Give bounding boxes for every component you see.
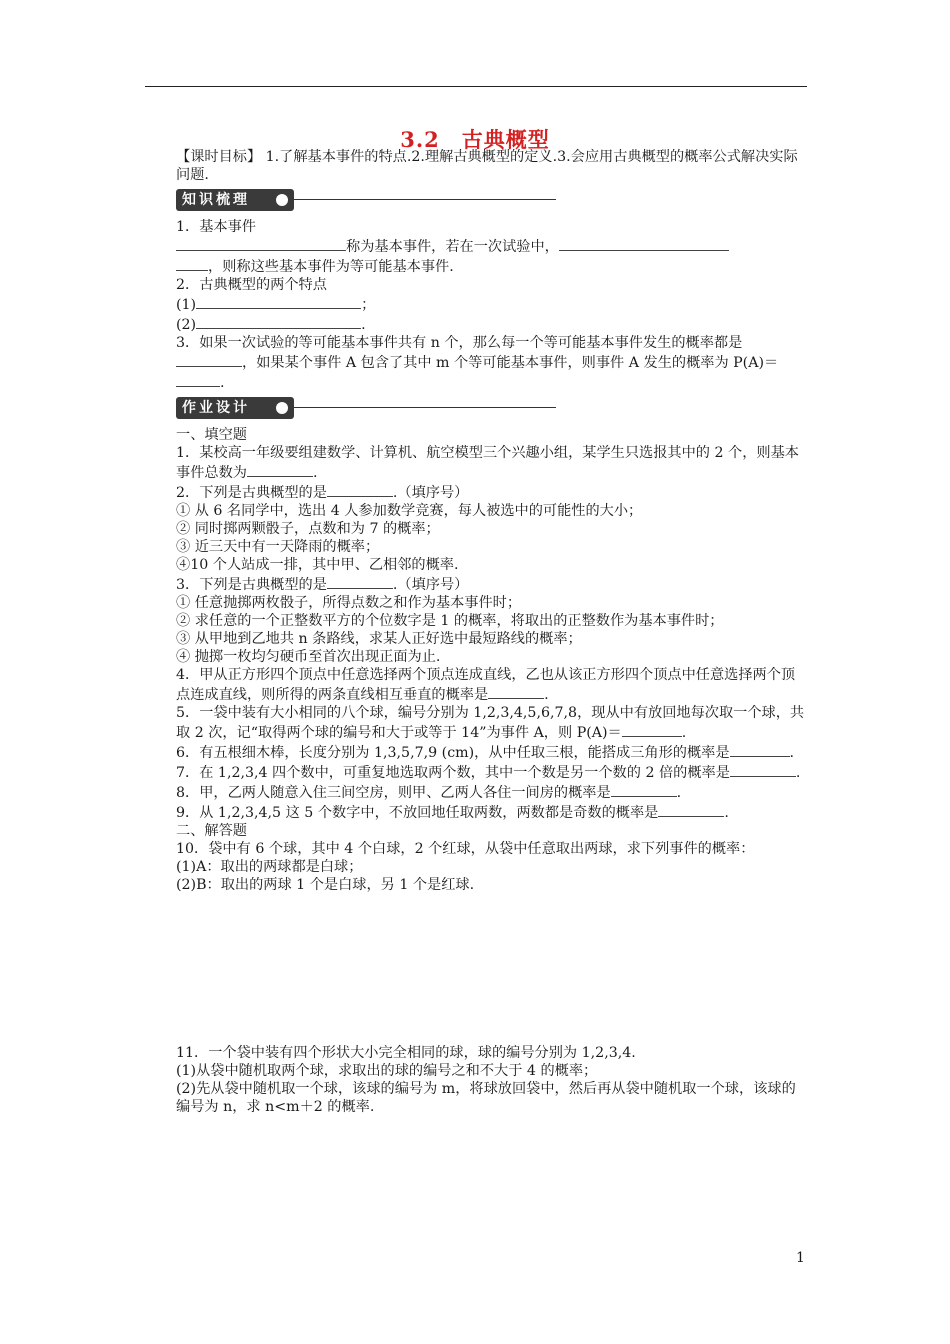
question-6: 6．有五根细木棒，长度分别为 1,3,5,7,9 (cm)，从中任取三根，能搭成三角形的概率是 . (176, 742, 808, 762)
blank (622, 722, 682, 737)
header-line (294, 199, 556, 200)
s1-q2-item2: (2) . (176, 314, 808, 334)
question-11-a: (1)从袋中随机取两个球，求取出的球的编号之和不大于 4 的概率； (176, 1063, 598, 1079)
section-header-box: 作业设计 (176, 397, 294, 419)
option: ③ 近三天中有一天降雨的概率； (176, 539, 380, 555)
question-5: 5．一袋中装有大小相同的八个球，编号分别为 1,2,3,4,5,6,7,8，现从中有放回地每次取一个球，共取 2 次，记“取得两个球的编号和大于或等于 14”为事件 A，则 P(A)＝ . (176, 705, 805, 741)
blank (730, 742, 790, 757)
blank (196, 314, 361, 329)
section-header-box: 知识梳理 (176, 189, 294, 211)
question-4: 4．甲从正方形四个顶点中任意选择两个顶点连成直线，乙也从该正方形四个顶点中任意选择两个顶点连成直线，则所得的两条直线相互垂直的概率是 . (176, 667, 796, 703)
section-header-knowledge (176, 187, 808, 213)
top-rule (145, 86, 807, 87)
blank (327, 482, 393, 497)
blank (176, 372, 220, 387)
answer-space (176, 894, 808, 1044)
question-2: 2．下列是古典概型的是 .（填序号） (176, 482, 808, 502)
question-11: 11．一个袋中装有四个形状大小完全相同的球，球的编号分别为 1,2,3,4. (176, 1045, 636, 1061)
question-10: 10．袋中有 6 个球，其中 4 个白球，2 个红球，从袋中任意取出两球，求下列事件的概率： (176, 841, 755, 857)
blank (658, 802, 724, 817)
s1-q1-line2: ，则称这些基本事件为等可能基本事件. (176, 256, 808, 276)
blank (176, 352, 242, 367)
blank (730, 762, 796, 777)
question-7: 7．在 1,2,3,4 四个数中，可重复地选取两个数，其中一个数是另一个数的 2 倍的概率是 . (176, 762, 808, 782)
question-8: 8．甲，乙两人随意入住三间空房，则甲、乙两人各住一间房的概率是 . (176, 782, 808, 802)
bullet-dot-icon (276, 194, 288, 206)
s1-q1-title: 1．基本事件 (176, 219, 256, 235)
option: ② 求任意的一个正整数平方的个位数字是 1 的概率，将取出的正整数作为基本事件时； (176, 613, 724, 629)
blank (488, 684, 544, 699)
s1-q3: 3．如果一次试验的等可能基本事件共有 n 个，那么每一个等可能基本事件发生的概率都是，如果某个事件 A 包含了其中 m 个等可能基本事件，则事件 A 发生的概率为 P(A)＝. (176, 335, 779, 391)
part1-heading: 一、填空题 (176, 427, 247, 443)
option: ③ 从甲地到乙地共 n 条路线，求某人正好选中最短路线的概率； (176, 631, 582, 647)
option: ④10 个人站成一排，其中甲、乙相邻的概率. (176, 557, 459, 573)
question-11-b: (2)先从袋中随机取一个球，该球的编号为 m，将球放回袋中，然后再从袋中随机取一个球，该球的编号为 n，求 n<m＋2 的概率. (176, 1081, 796, 1115)
option: ② 同时掷两颗骰子，点数和为 7 的概率； (176, 521, 440, 537)
question-1: 1．某校高一年级要组建数学、计算机、航空模型三个兴趣小组，某学生只选报其中的 2 个，则基本事件总数为 . (176, 445, 799, 481)
bullet-dot-icon (276, 402, 288, 414)
part2-heading: 二、解答题 (176, 823, 247, 839)
document-body (176, 148, 808, 1116)
question-3: 3．下列是古典概型的是 .（填序号） (176, 574, 808, 594)
section-header-homework (176, 395, 808, 421)
question-10-b: (2)B：取出的两球 1 个是白球，另 1 个是红球. (176, 877, 475, 893)
option: ① 从 6 名同学中，选出 4 人参加数学竞赛，每人被选中的可能性的大小； (176, 503, 643, 519)
option: ④ 抛掷一枚均匀硬币至首次出现正面为止. (176, 649, 441, 665)
page-title: 3.2 古典概型 (400, 127, 550, 152)
question-9: 9．从 1,2,3,4,5 这 5 个数字中，不放回地任取两数，两数都是奇数的概率是 . (176, 802, 808, 822)
blank (247, 462, 313, 477)
blank (327, 574, 393, 589)
s1-q1-line1: 称为基本事件，若在一次试验中， (176, 236, 808, 256)
blank (196, 294, 361, 309)
s1-q2-item1: (1) ； (176, 294, 808, 314)
blank (611, 782, 677, 797)
s1-q2-title: 2．古典概型的两个特点 (176, 277, 327, 293)
question-10-a: (1)A：取出的两球都是白球； (176, 859, 363, 875)
blank (559, 236, 729, 251)
page-number: 1 (796, 1250, 805, 1266)
option: ① 任意抛掷两枚骰子，所得点数之和作为基本事件时； (176, 595, 522, 611)
blank (176, 256, 208, 271)
header-line (294, 407, 556, 408)
objective: 【课时目标】 1.了解基本事件的特点.2.理解古典概型的定义.3.会应用古典概型的概率公式解决实际问题. (176, 149, 798, 183)
blank (176, 236, 346, 251)
